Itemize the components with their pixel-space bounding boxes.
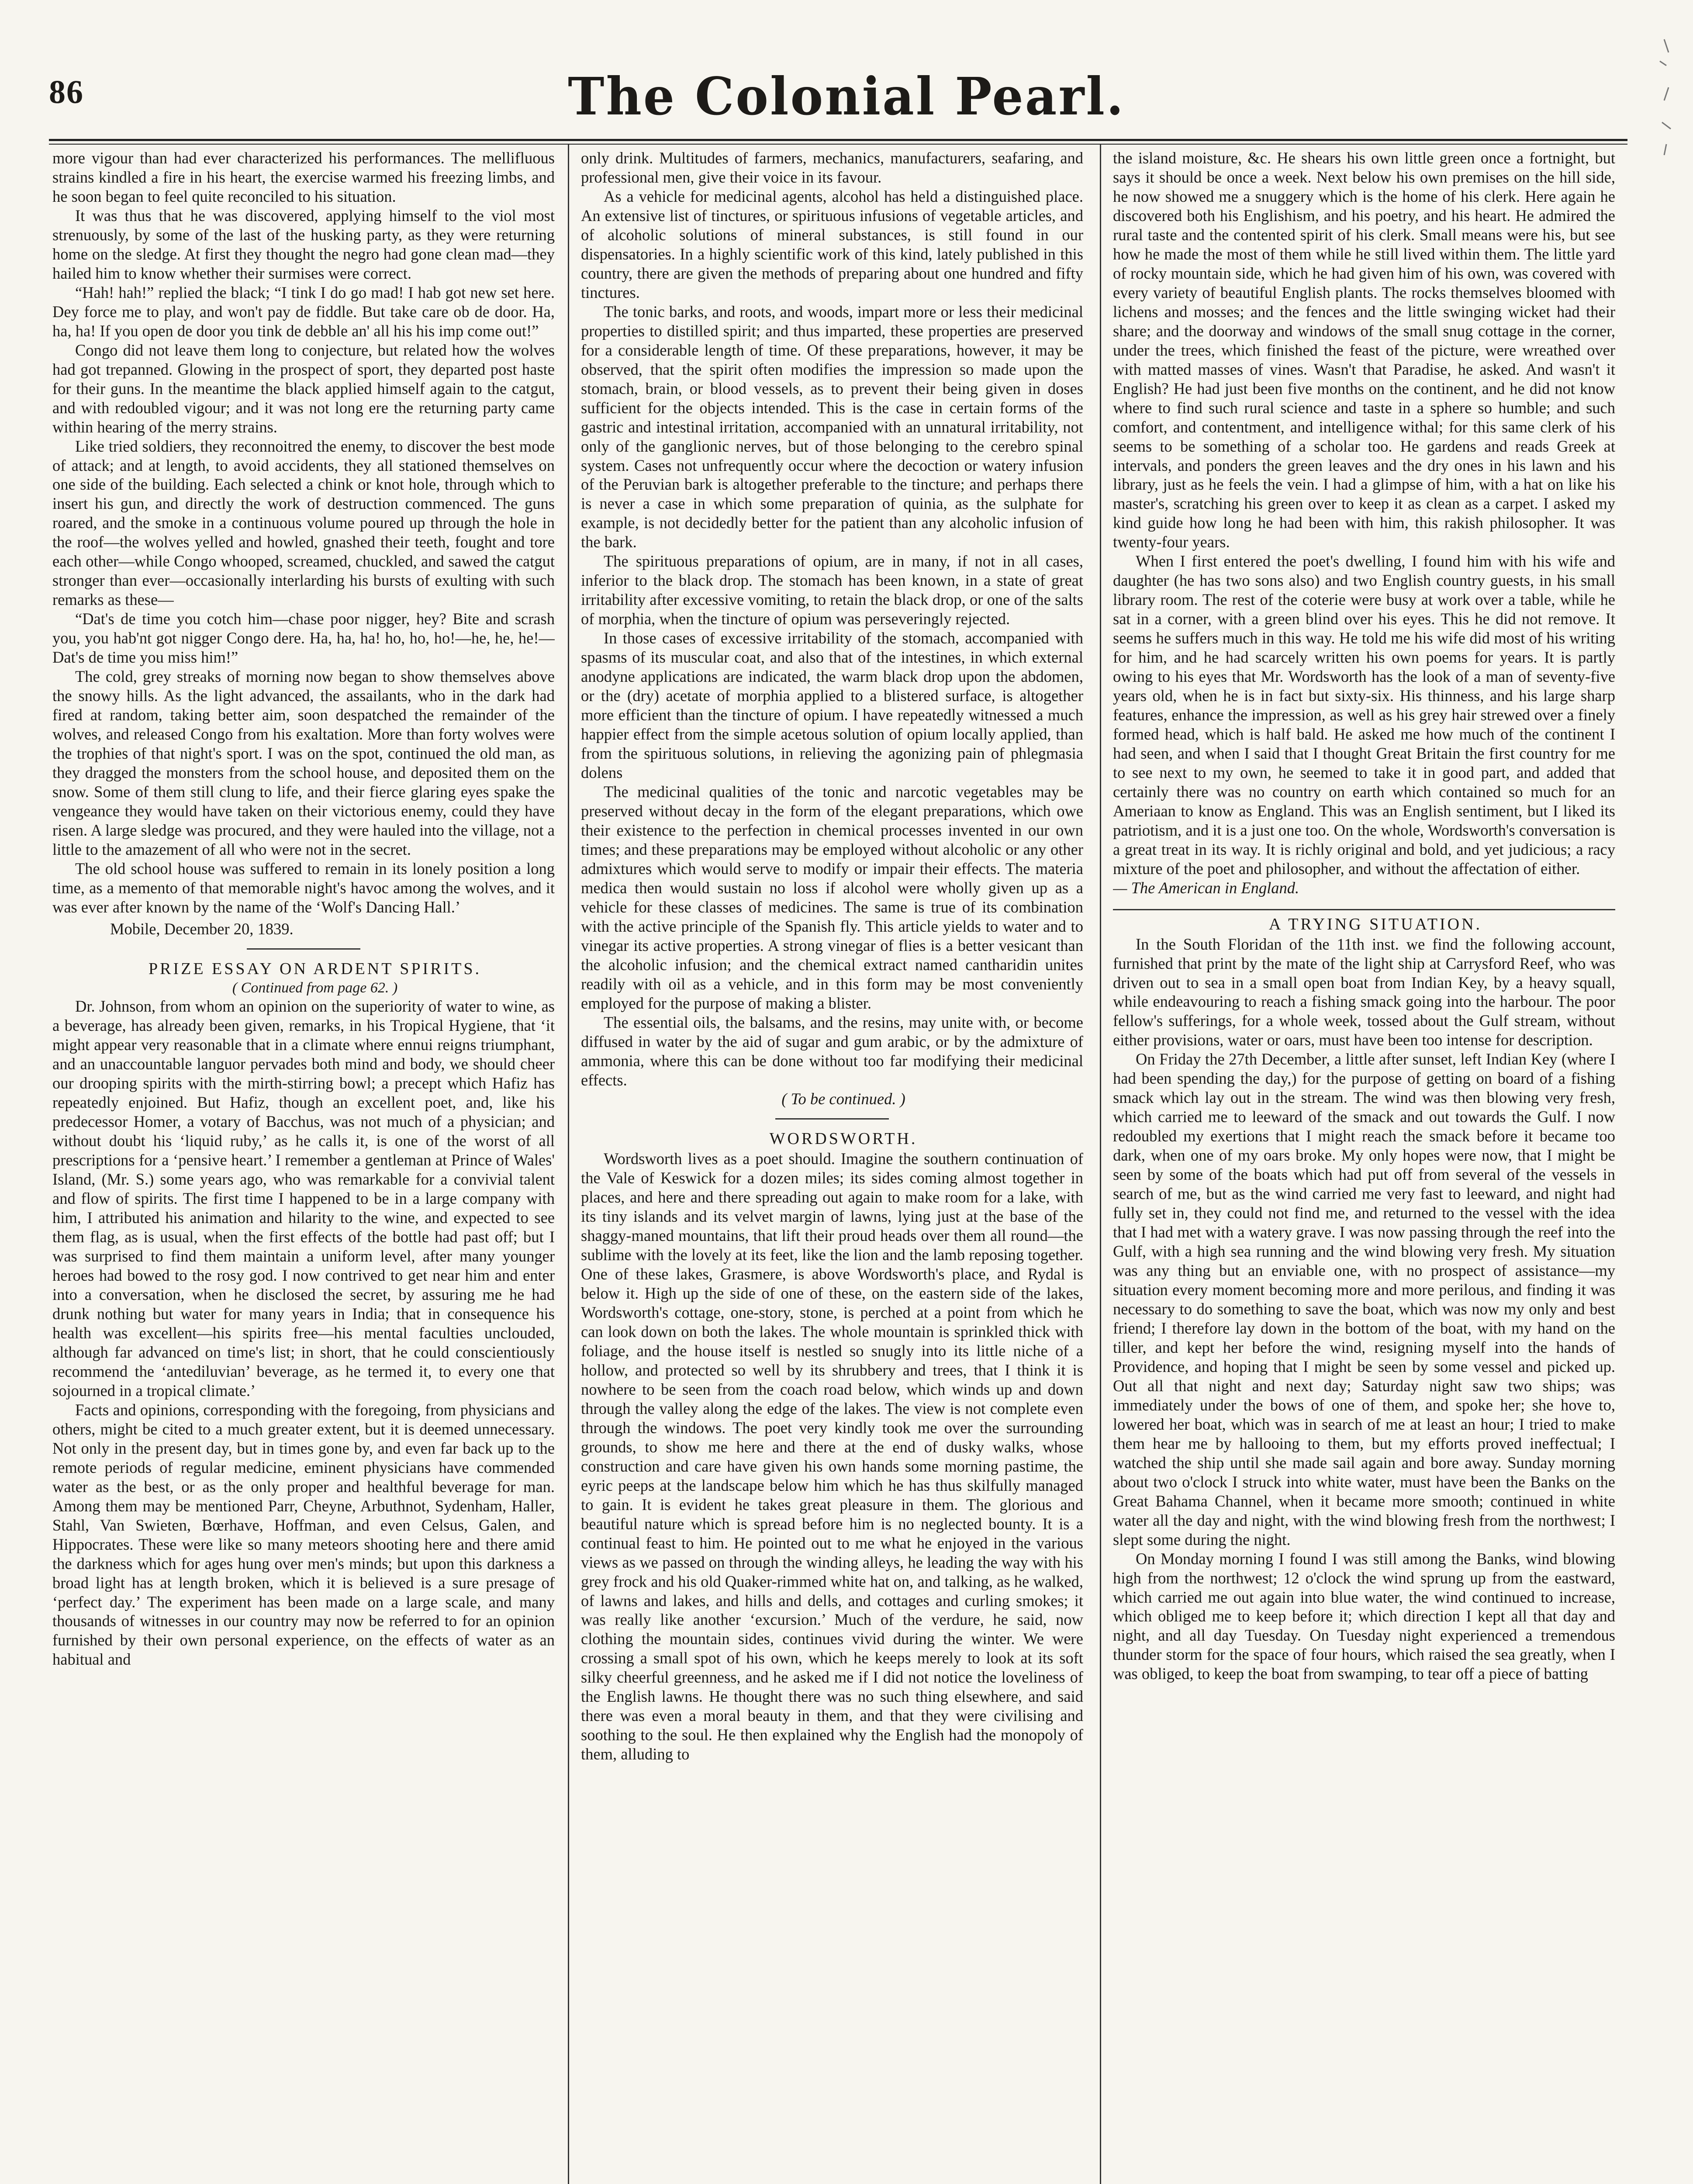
column-2: [581, 149, 1083, 2184]
col1-paragraph: The cold, grey streaks of morning now began to show themselves above the snowy hills. As the light advanced, the assailants, who in the dark had fired at random, taking better aim, soon despatched the remainder of the wolves, and released Congo from his exaltation. More than forty wolves were the trophies of that night's sport. I was on the spot, continued the old man, as they dragged the monsters from the school house, and deposited them on the snow. Some of them still clung to life, and their fierce glaring eyes spake the vengeance they would have taken on their victorious enemy, could they have risen. A large sledge was procured, and they were hauled into the village, not a little to the amazement of all who were not in the secret.: [52, 667, 555, 858]
situation-paragraph: In the South Floridan of the 11th inst. we find the following account, furnished that print by the mate of the light ship at Carrysford Reef, who was driven out to sea in a small open boat from Indian Key, by a heavy squall, while endeavouring to reach a fishing smack going into the harbour. The poor fellow's sufferings, for a whole week, tossed about the Gulf stream, without either provisions, water or oars, must have been too intense for description.: [1113, 935, 1615, 1049]
col2-paragraph: As a vehicle for medicinal agents, alcohol has held a distinguished place. An extensive list of tinctures, or spirituous infusions of vegetable articles, and of alcoholic solutions of mineral substances, is still found in our dispensatories. In a highly scientific work of this kind, lately published in this country, there are given the methods of preparing about one hundred and fifty tinctures.: [581, 187, 1083, 301]
essay-paragraph: Dr. Johnson, from whom an opinion on the superiority of water to wine, as a beverage, has already been given, remarks, in his Tropical Hygiene, that ‘it might appear very reasonable that in a climate where ennui reigns triumphant, and an unaccountable languor pervades both mind and body, we should cheer our drooping spirits with the mirth-stirring bowl; a precept which Hafiz has repeatedly enjoined. But Hafiz, though an excellent poet, and, like his predecessor Homer, a votary of Bacchus, was not much of a physician; and without doubt his ‘liquid ruby,’ as he calls it, is one of the worst of all prescriptions for a ‘pensive heart.’ I remember a gentleman at Prince of Wales' Island, (Mr. S.) some years ago, who was remarkable for a convivial talent and flow of spirits. The first time I happened to be in a large company with him, I attributed his animation and hilarity to the wine, and expected to see them flag, as is usual, when the first effects of the bottle had past off; but I was surprised to find them maintain a uniform level, after many younger heroes had bowed to the rosy god. I now contrived to get near him and enter into a conversation, when he disclosed the secret, by assuring me he had drunk nothing but water for many years in India; that in consequence his health was excellent—his spirits free—his mental faculties unclouded, although far advanced on time's list; in short, that he could conscientiously recommend the ‘antediluvian’ beverage, as he termed it, to every one that sojourned in a tropical climate.’: [52, 997, 555, 1400]
col2-paragraph: The essential oils, the balsams, and the resins, may unite with, or become diffused in water by the aid of sugar and gum arabic, or by the admixture of ammonia, where this can be done without too far modifying their medicinal effects.: [581, 1013, 1083, 1089]
col1-paragraph: The old school house was suffered to remain in its lonely position a long time, as a memento of that memorable night's havoc among the wolves, and it was ever after known by the name of the ‘Wolf's Dancing Hall.’: [52, 859, 555, 916]
section-divider: [775, 1118, 889, 1120]
essay-heading: PRIZE ESSAY ON ARDENT SPIRITS.: [149, 959, 481, 978]
col2-paragraph: The medicinal qualities of the tonic and narcotic vegetables may be preserved without decay in the form of the elegant preparations, which owe their existence to the perfection in chemical processes invented in our own times; and these preparations may be employed without alcoholic or any other admixtures which would serve to modify or impair their effects. The materia medica then would sustain no loss if alcohol were wholly given up as a vehicle for these classes of medicines. The same is true of its combination with the active principle of the Spanish fly. This article yields to water and to vinegar its active properties. A strong vinegar of flies is a better vesicant than the alcoholic infusion; and the chemical extract named cantharidin unites readily with oil as a vehicle, and in this form may be most conveniently employed for the purpose of making a blister.: [581, 782, 1083, 1012]
column-divider-1: [568, 144, 569, 2184]
wordsworth-heading: WORDSWORTH.: [769, 1130, 918, 1148]
col3-paragraph: the island moisture, &c. He shears his own little green once a fortnight, but says it should be once a week. Next below his own premises on the hill side, he now showed me a snuggery which is the home of his clerk. Here again he discovered both his Englishism, and his poetry, and his heart. He admired the rural taste and the contented spirit of his clerk. Small means were his, but see how he made the most of them while he still lived within them. The little yard of rocky mountain side, which he had given him of his own, was covered with every variety of beautiful English plants. The rocks themselves bloomed with lichens and mosses; and the fences and the little swinging wicket had their share; and the doorway and windows of the small snug cottage in the corner, under the trees, which finished the feast of the picture, were wreathed over with matted masses of vines. Wasn't that Paradise, he asked. And wasn't it English? He had just been five months on the continent, and he did not know where to find such rural science and taste in a sphere so humble; and such comfort, and contentment, and intelligence withal; for this same clerk of his seems to be something of a scholar too. He gardens and reads Greek at intervals, and ponders the green leaves and the dry ones in his lawn and his library, just as he feels the vein. I had a glimpse of him, with a hat on like his master's, scratching his green over to keep it as clean as a carpet. I asked my kind guide how long he had been with him, this rakish philosopher. It was twenty-four years.: [1113, 149, 1615, 551]
col3-paragraph: When I first entered the poet's dwelling, I found him with his wife and daughter (he has two sons also) and two English country guests, in his small library room. The rest of the coterie were busy at work over a table, while he sat in a corner, with a green blind over his eyes. This he did not remove. It seems he suffers much in this way. He told me his wife did most of his writing for him, and he had scarcely written his own poems for years. It is partly owing to his eyes that Mr. Wordsworth has the look of a man of seventy-five years old, when he is in fact but sixty-six. His thinness, and his large sharp features, enhance the impression, as well as his grey hair strewed over a finely formed head, which is half bald. He asked me how much of the continent I had seen, and when I said that I thought Great Britain the first country for me to see next to my own, he seemed to take it in good part, and added that certainly there was no country on earth which contained so much for an Ameriaan to know as England. This was an English sentiment, but I liked its patriotism, and it is a just one too. On the whole, Wordsworth's conversation is a great treat in its way. It is richly original and bold, and yet judicious; a racy mixture of the poet and philosopher, and without the affectation of either.: [1113, 552, 1615, 878]
margin-pencil-marks: [1651, 35, 1682, 162]
col2-paragraph: The spirituous preparations of opium, are in many, if not in all cases, inferior to the black drop. The stomach has been known, in a state of great irritability after excessive vomiting, to retain the black drop, or one of the salts of morphia, when the tincture of opium was perseveringly rejected.: [581, 552, 1083, 628]
col1-paragraph: It was thus that he was discovered, applying himself to the viol most strenuously, by some of the last of the husking party, as they were returning home on the sledge. At first they thought the negro had gone clean mad—they hailed him to know whether their surmises were correct.: [52, 206, 555, 282]
col1-paragraph: more vigour than had ever characterized his performances. The mellifluous strains kindled a fire in his heart, the exercise warmed his freezing limbs, and he soon began to feel quite reconciled to his situation.: [52, 149, 555, 205]
column-divider-2: [1100, 144, 1101, 2184]
masthead-title: The Colonial Pearl.: [568, 66, 1125, 127]
essay-paragraph: Facts and opinions, corresponding with the foregoing, from physicians and others, might be cited to a much greater extent, but it is deemed unnecessary. Not only in the present day, but in times gone by, and even far back up to the remote periods of regular medicine, eminent physicians have commended water as the best, or as the only proper and healthful beverage for man. Among them may be mentioned Parr, Cheyne, Arbuthnot, Sydenham, Haller, Stahl, Van Swieten, Bœrhave, Hoffman, and even Celsus, Galen, and Hippocrates. These were like so many meteors shooting here and there amid the darkness which for ages hung over men's minds; but upon this darkness a broad light has at length broken, which it is believed is a sure presage of ‘perfect day.’ The experiment has been made on a large scale, and many thousands of witnesses in our country may now be referred to for an opinion furnished by their own personal experience, on the effects of water as an habitual and: [52, 1400, 555, 1669]
source-credit: — The American in England.: [1113, 878, 1299, 897]
col2-paragraph: The tonic barks, and roots, and woods, impart more or less their medicinal properties to distilled spirit; and thus imparted, these properties are preserved for a considerable length of time. Of these preparations, however, it may be observed, that the spirit often modifies the impression so made upon the stomach, brain, or blood vessels, as to prevent their being given in doses sufficient for the objects intended. This is the case in certain forms of the gastric and intestinal irritation, accompanied with an unnatural irritability, not only of the ganglionic nerves, but of those belonging to the cerebro spinal system. Cases not unfrequently occur where the decoction or watery infusion of the Peruvian bark is altogether preferable to the tincture; and perhaps there is never a case in which some preparation of quinia, as the sulphate for example, is not decidedly better for the patient than any alcoholic infusion of the bark.: [581, 302, 1083, 551]
situation-paragraph: On Monday morning I found I was still among the Banks, wind blowing high from the northwest; 12 o'clock the wind sprung up from the eastward, which carried me out again into blue water, the wind continued to increase, which obliged me to keep before it; which direction I kept all that day and night, and all day Tuesday. On Tuesday night experienced a tremendous thunder storm for the space of four hours, which raised the sea greatly, when I was obliged, to keep the boat from swamping, to tear off a piece of batting: [1113, 1549, 1615, 1683]
col1-paragraph: Congo did not leave them long to conjecture, but related how the wolves had got trepanned. Glowing in the prospect of sport, they departed post haste for their guns. In the meantime the black applied himself again to the catgut, and with redoubled vigour; and it was not long ere the returning party came within hearing of the merry strains.: [52, 341, 555, 436]
col2-paragraph: In those cases of excessive irritability of the stomach, accompanied with spasms of its muscular coat, and also that of the intestines, in which external anodyne applications are indicated, the warm black drop upon the abdomen, or the (dry) acetate of morphia applied to a blistered surface, is altogether more efficient than the tincture of opium. I have repeatedly witnessed a much happier effect from the simple acetous solution of opium locally applied, than from the spirituous solutions, in relieving the agonizing pain of phlegmasia dolens: [581, 629, 1083, 781]
col1-paragraph: “Hah! hah!” replied the black; “I tink I do go mad! I hab got new set here. Dey force me to play, and won't pay de fiddle. But take care ob de door. Ha, ha, ha! If you open de door you tink de debble an' all his his imp come out!”: [52, 283, 555, 340]
to-be-continued: ( To be continued. ): [781, 1090, 905, 1108]
column-3: [1113, 149, 1615, 2184]
section-divider: [247, 948, 360, 950]
story-byline: Mobile, December 20, 1839.: [110, 919, 294, 938]
section-divider: [1113, 909, 1615, 910]
situation-paragraph: On Friday the 27th December, a little after sunset, left Indian Key (where I had been spending the day,) for the purpose of getting on board of a fishing smack which lay out in the stream. The wind was then blowing very fresh, which carried me to leeward of the smack and out towards the Gulf. I now redoubled my exertions that I might reach the smack before it became too dark, when one of my oars broke. My only hopes were now, that I might be seen by some of the boats which had put off from several of the vessels in search of me, but as the wind carried me very fast to leeward, and night had fully set in, they could not find me, and returned to the vessel with the idea that I had met with a watery grave. I was now passing through the reef into the Gulf, with a high sea running and the wind blowing very fresh. My situation was any thing but an enviable one, with no prospect of assistance—my situation every moment becoming more and more perilous, and finding it was necessary to do something to save the boat, which was now my only and best friend; I therefore lay down in the bottom of the boat, with my hand on the tiller, and kept her before the wind, resigning myself into the hands of Providence, and hoping that I might be seen by some vessel and picked up. Out all that night and next day; Saturday night saw two ships; was immediately under the bows of one of them, and spoke her; she hove to, lowered her boat, which was in search of me at least an hour; I tried to make them hear me by hallooing to them, but my efforts proved ineffectual; I watched the ship until she made sail again and bore away. Sunday morning about two o'clock I struck into white water, must have been the Banks on the Great Bahama Channel, when it became more smooth; continued in white water all the day and night, with the wind blowing fresh from the northwest; I slept some during the night.: [1113, 1050, 1615, 1548]
situation-heading: A TRYING SITUATION.: [1268, 915, 1482, 933]
col1-paragraph: Like tried soldiers, they reconnoitred the enemy, to discover the best mode of attack; and at length, to avoid accidents, they all stationed themselves on one side of the building. Each selected a chink or knot hole, through which to insert his gun, and directly the work of destruction commenced. The guns roared, and the smoke in a continuous volume poured up through the hole in the roof—the wolves yelled and howled, gnashed their teeth, fought and tore each other—while Congo whooped, screamed, chuckled, and sawed the catgut stronger than ever—occasionally interlarding his bursts of exulting with such remarks as these—: [52, 437, 555, 609]
masthead-rule: [49, 139, 1627, 145]
page-number: 86: [49, 74, 84, 111]
column-1: [52, 149, 555, 2184]
col2-paragraph: only drink. Multitudes of farmers, mechanics, manufacturers, seafaring, and professional men, give their voice in its favour.: [581, 149, 1083, 186]
col1-paragraph: “Dat's de time you cotch him—chase poor nigger, hey? Bite and scrash you, you hab'nt got nigger Congo dere. Ha, ha, ha! ho, ho, ho!—he, he, he!—Dat's de time you miss him!”: [52, 610, 555, 667]
essay-subhead: ( Continued from page 62. ): [232, 979, 398, 996]
wordsworth-paragraph: Wordsworth lives as a poet should. Imagine the southern continuation of the Vale of Keswick for a dozen miles; its sides coming almost together in places, and here and there spreading out again to make room for a lake, with its tiny islands and its velvet margin of lawns, lying just at the base of the shaggy-maned mountains, that lift their proud heads over them all round—the sublime with the lovely at its feet, like the lion and the lamb reposing together. One of these lakes, Grasmere, is above Wordsworth's place, and Rydal is below it. High up the side of one of these, on the eastern side of the lakes, Wordsworth's cottage, one-story, stone, is perched at a point from which he can look down on both the lakes. The whole mountain is sprinkled thick with foliage, and the house itself is nestled so snugly into its little niche of a hollow, and protected so well by its shrubbery and trees, that I think it is nowhere to be seen from the coach road below, which winds up and down through the valley along the edge of the lakes. The view is not complete even through the windows. The poet very kindly took me over the surrounding grounds, to show me here and there at the end of dusky walks, whose construction and care have given his own hands some morning pastime, the eyric peeps at the landscape below him which he has thus skilfully managed to gain. It is evident he takes great pleasure in them. The glorious and beautiful nature which is spread before him is no neglected bounty. It is a continual feast to him. He pointed out to me what he enjoyed in the various views as we passed on through the winding alleys, he leading the way with his grey frock and his old Quaker-rimmed white hat on, and talking, as he walked, of lawns and lakes, and hills and dells, and cottages and curling smokes; it was really like another ‘excursion.’ Much of the verdure, he said, now clothing the mountain sides, continues vivid during the winter. We were crossing a small spot of his own, which he keeps merely to look at its soft silky cheerful greenness, and he asked me if I did not notice the loveliness of the English lawns. He thought there was no such thing elsewhere, and said there was even a moral beauty in them, and that they were civilising and soothing to the soul. He then explained why the English had the monopoly of them, alluding to: [581, 1150, 1083, 1763]
